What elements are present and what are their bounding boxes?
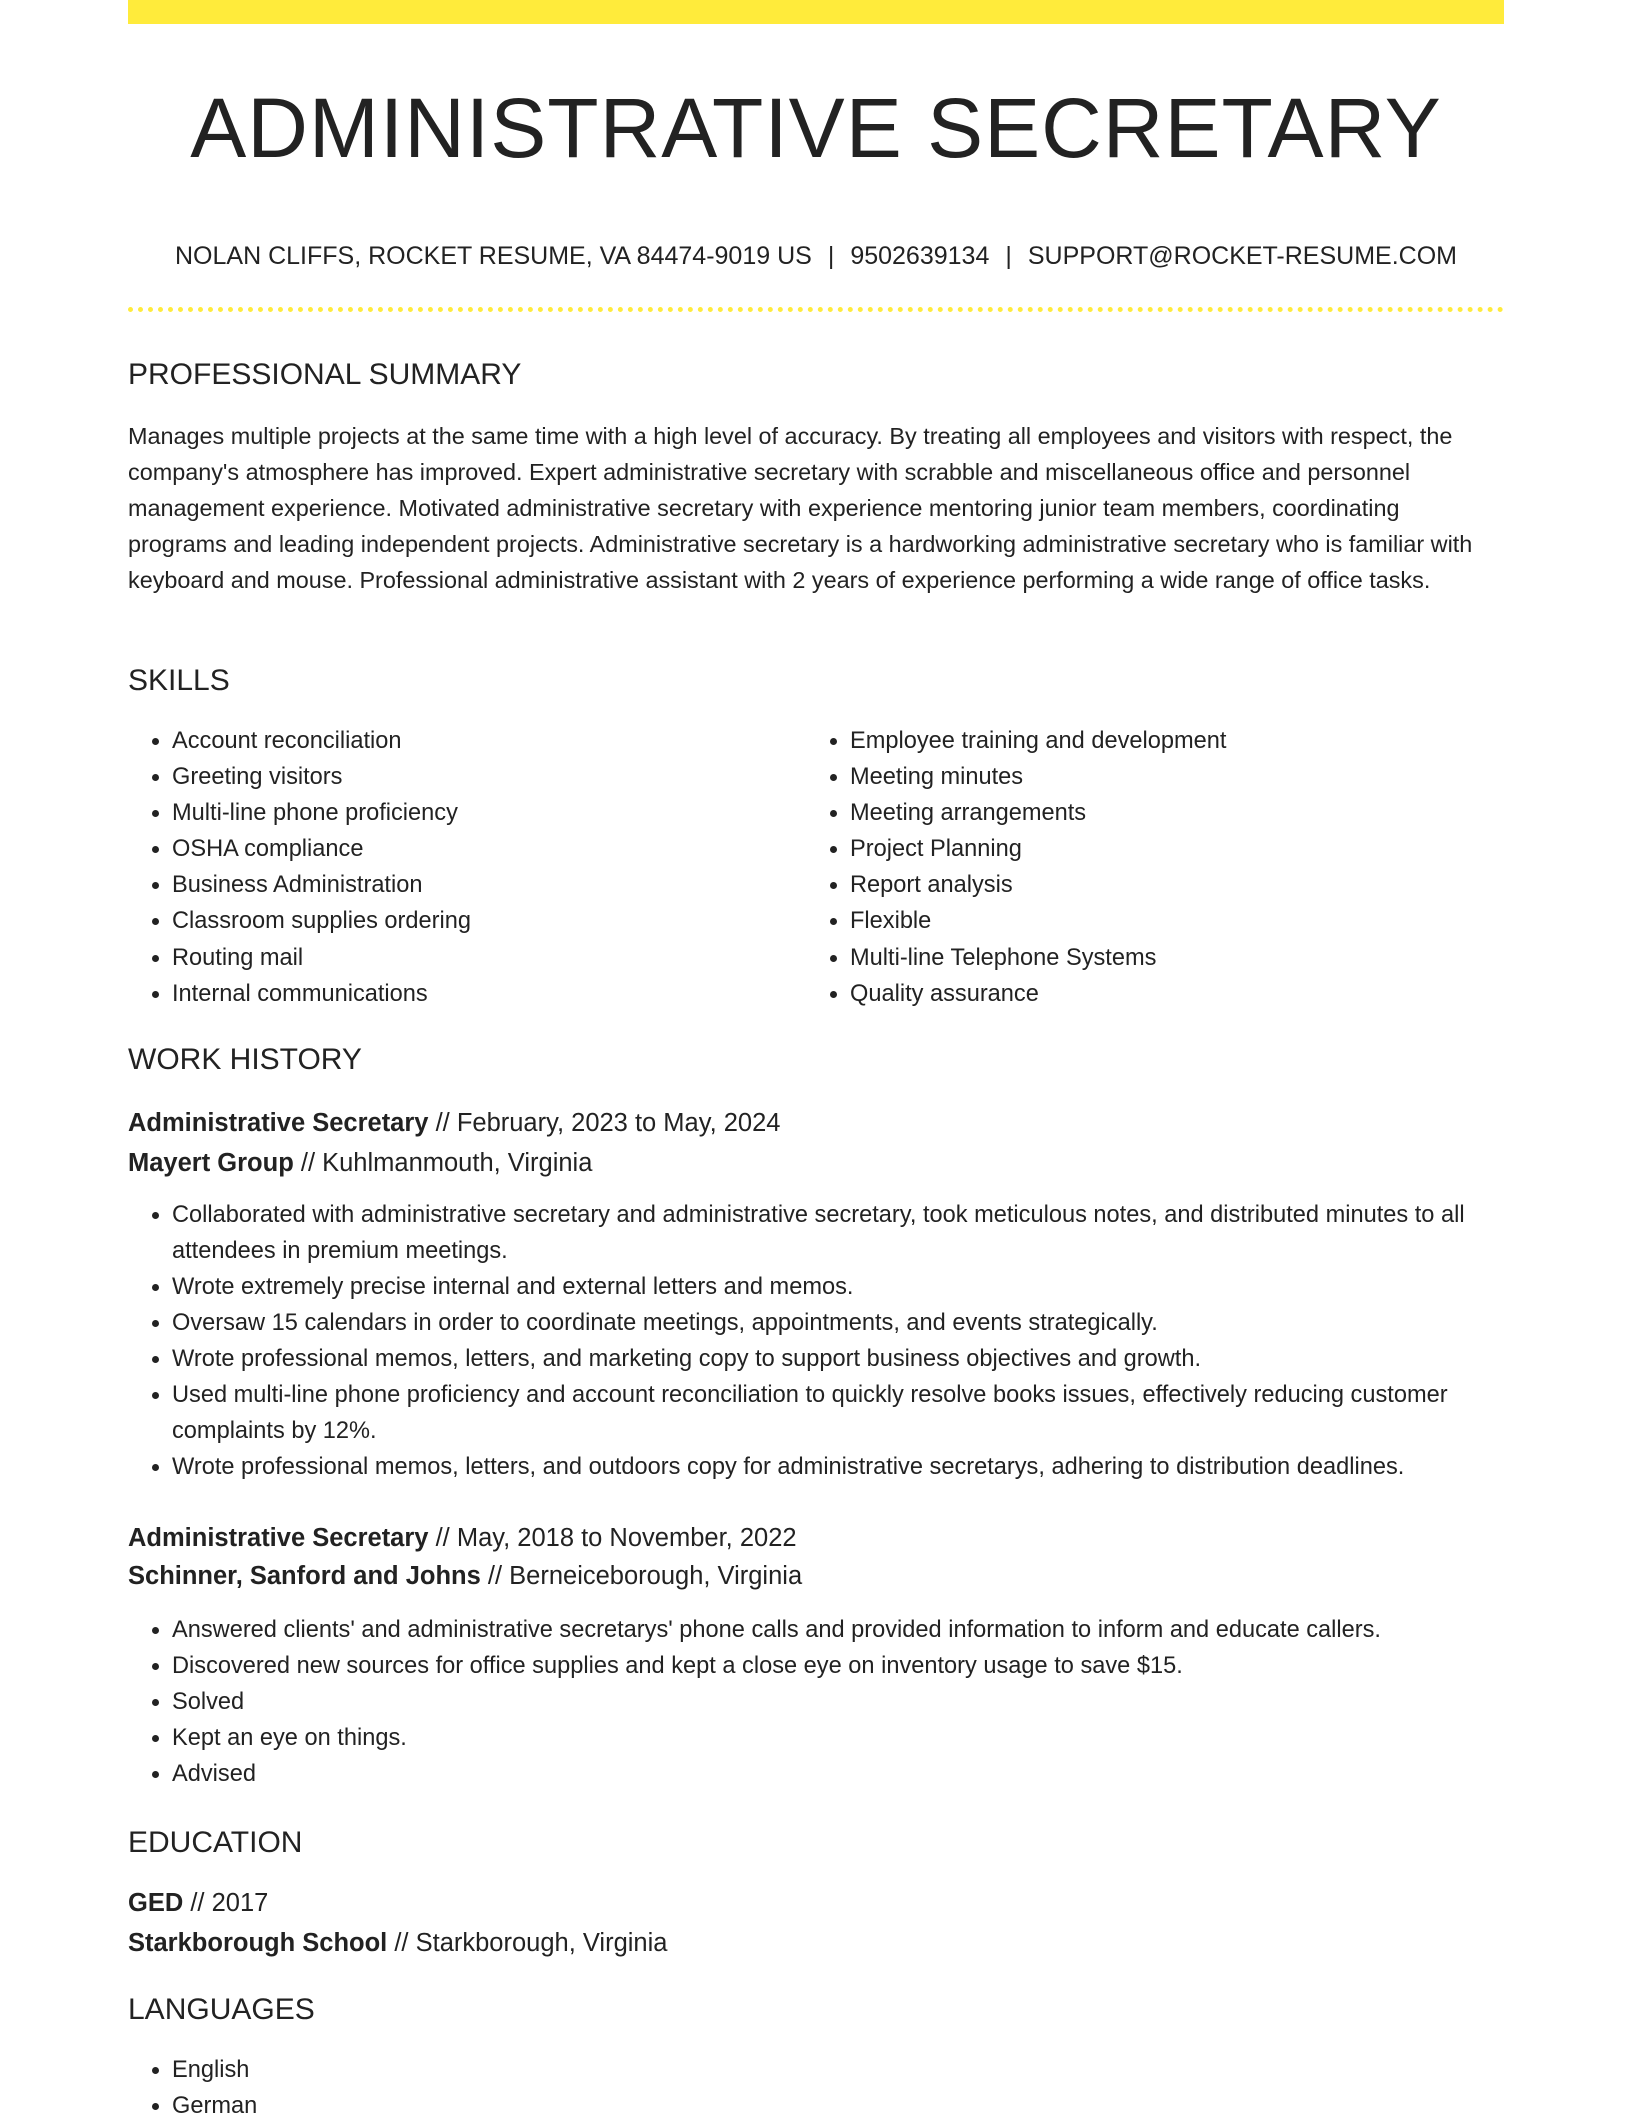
job-bullet: • Answered clients' and administrative secretarys' phone calls and provided information to inform and educate callers. — [172, 1612, 1504, 1648]
skill-item: • Routing mail — [172, 940, 808, 976]
job-dates: // February, 2023 to May, 2024 — [428, 1109, 781, 1137]
education-degree-line — [128, 1883, 1504, 1923]
skill-item: • Multi-line phone proficiency — [172, 795, 808, 831]
job-bullet: • Wrote extremely precise internal and external letters and memos. — [172, 1269, 1504, 1305]
job-bullet: • Wrote professional memos, letters, and outdoors copy for administrative secretarys, adhering to distribution deadlines. — [172, 1449, 1504, 1485]
job-title: Administrative Secretary — [128, 1524, 429, 1552]
education-heading: EDUCATION — [128, 1826, 303, 1859]
summary-heading: PROFESSIONAL SUMMARY — [128, 358, 522, 391]
job-bullet: • Advised — [172, 1756, 1504, 1792]
job-bullets — [128, 1197, 1504, 1485]
job-bullet: • Discovered new sources for office supplies and kept a close eye on inventory usage to save $15. — [172, 1648, 1504, 1684]
resume-title: ADMINISTRATIVE SECRETARY — [190, 81, 1442, 175]
skill-item: • Internal communications — [172, 976, 808, 1012]
skill-item: • Account reconciliation — [172, 723, 808, 759]
skill-item: • Report analysis — [850, 867, 1486, 903]
job-company-line — [128, 1556, 1504, 1596]
skills-heading: SKILLS — [128, 664, 230, 697]
contact-separator: | — [827, 242, 835, 270]
education-location: // Starkborough, Virginia — [387, 1929, 668, 1957]
work-heading: WORK HISTORY — [128, 1043, 362, 1076]
language-list — [128, 2052, 1504, 2124]
education-year: // 2017 — [183, 1889, 269, 1917]
contact-email: SUPPORT@ROCKET-RESUME.COM — [1027, 242, 1457, 270]
accent-bar — [128, 0, 1504, 24]
skill-item: • Project Planning — [850, 831, 1486, 867]
skills-column-right — [806, 723, 1486, 1012]
contact-line — [128, 236, 1504, 276]
job-bullet: • Kept an eye on things. — [172, 1720, 1504, 1756]
skill-item: • Quality assurance — [850, 976, 1486, 1012]
language-item: • English — [172, 2052, 1504, 2088]
summary-text: Manages multiple projects at the same time with a high level of accuracy. By treating all employees and visitors with respect, the company's atmosphere has improved. Expert administrative secretary with scrabble and miscellaneous office and personnel management experience. Motivated administrative secretary with experience mentoring junior team members, coordinating programs and leading independent projects. Administrative secretary is a hardworking administrative secretary who is familiar with keyboard and mouse. Professional administrative assistant with 2 years of experience performing a wide range of office tasks. — [128, 423, 1473, 593]
skill-item: • Meeting arrangements — [850, 795, 1486, 831]
skill-item: • Greeting visitors — [172, 759, 808, 795]
job-title: Administrative Secretary — [128, 1109, 429, 1137]
job-company: Mayert Group — [128, 1149, 294, 1177]
job-title-line — [128, 1103, 1504, 1143]
skills-column-left — [128, 723, 808, 1012]
job-title-line — [128, 1518, 1504, 1558]
job-bullet: • Solved — [172, 1684, 1504, 1720]
skill-item: • Employee training and development — [850, 723, 1486, 759]
contact-address: NOLAN CLIFFS, ROCKET RESUME, VA 84474-9019 US — [175, 242, 812, 270]
job-bullet: • Wrote professional memos, letters, and marketing copy to support business objectives and growth. — [172, 1341, 1504, 1377]
job-company-line — [128, 1143, 1504, 1183]
job-bullet: • Used multi-line phone proficiency and account reconciliation to quickly resolve books issues, effectively reducing customer complaints by 12%. — [172, 1377, 1504, 1449]
education-degree: GED — [128, 1889, 184, 1917]
job-bullets — [128, 1612, 1504, 1792]
skill-item: • Business Administration — [172, 867, 808, 903]
contact-phone: 9502639134 — [850, 242, 990, 270]
job-location: // Kuhlmanmouth, Virginia — [293, 1149, 593, 1177]
resume-page — [128, 0, 1504, 2119]
skill-item: • Meeting minutes — [850, 759, 1486, 795]
job-bullet: • Oversaw 15 calendars in order to coordinate meetings, appointments, and events strategically. — [172, 1305, 1504, 1341]
education-school: Starkborough School — [128, 1929, 388, 1957]
languages-heading: LANGUAGES — [128, 1993, 315, 2026]
job-company: Schinner, Sanford and Johns — [128, 1562, 481, 1590]
job-bullet: • Collaborated with administrative secretary and administrative secretary, took meticulous notes, and distributed minutes to all attendees in premium meetings. — [172, 1197, 1504, 1269]
skill-item: • Multi-line Telephone Systems — [850, 940, 1486, 976]
dotted-divider — [128, 307, 1504, 312]
job-location: // Berneiceborough, Virginia — [480, 1562, 803, 1590]
language-item: • German — [172, 2088, 1504, 2124]
skill-item: • Classroom supplies ordering — [172, 903, 808, 939]
skill-item: • Flexible — [850, 903, 1486, 939]
contact-separator: | — [1005, 242, 1012, 270]
job-dates: // May, 2018 to November, 2022 — [428, 1524, 797, 1552]
education-school-line — [128, 1923, 1504, 1963]
skill-item: • OSHA compliance — [172, 831, 808, 867]
